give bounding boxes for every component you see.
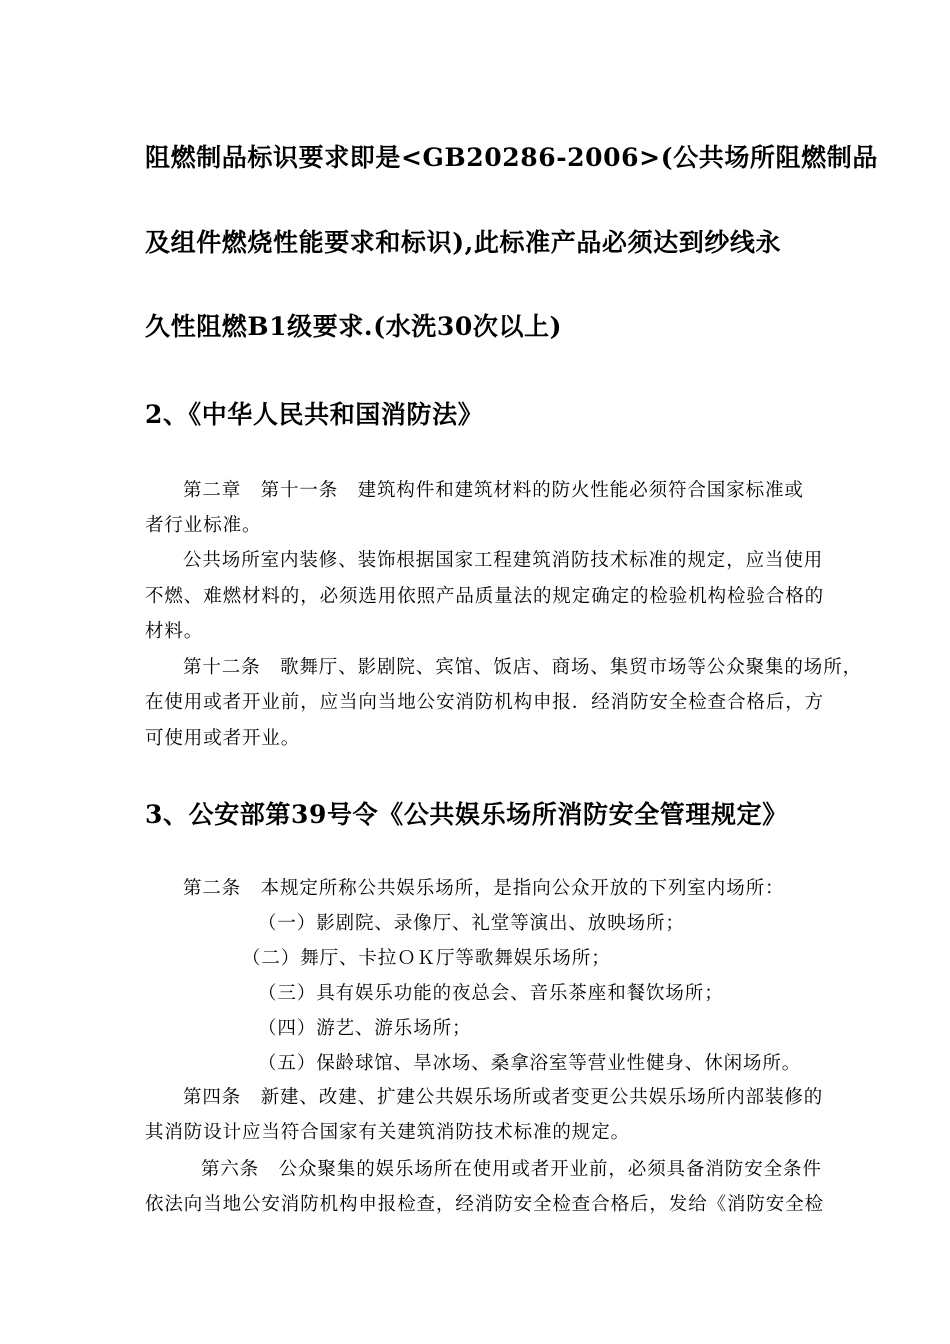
intro-line-1: 阻燃制品标识要求即是<GB20286-2006>(公共场所阻燃制品	[145, 143, 878, 172]
section-3-line: （一）影剧院、录像厅、礼堂等演出、放映场所；	[258, 914, 685, 934]
section-2-line: 在使用或者开业前，应当向当地公安消防机构申报．经消防安全检查合格后，方	[145, 693, 825, 713]
section-2-line: 公共场所室内装修、装饰根据国家工程建筑消防技术标准的规定，应当使用	[183, 551, 824, 571]
section-2-heading: 2、《中华人民共和国消防法》	[145, 400, 484, 429]
section-2-line: 可使用或者开业。	[145, 729, 301, 749]
section-3-line: （三）具有娱乐功能的夜总会、音乐茶座和餐饮场所；	[258, 984, 724, 1004]
section-3-line: 其消防设计应当符合国家有关建筑消防技术标准的规定。	[145, 1123, 631, 1143]
section-2-line: 者行业标准。	[145, 516, 262, 536]
section-3-line: （二）舞厅、卡拉ＯＫ厅等歌舞娱乐场所；	[242, 949, 611, 969]
section-2-line: 材料。	[145, 622, 204, 642]
section-2-line: 不燃、难燃材料的，必须选用依照产品质量法的规定确定的检验机构检验合格的	[145, 587, 825, 607]
section-3-line: 第四条 新建、改建、扩建公共娱乐场所或者变更公共娱乐场所内部装修的	[183, 1088, 824, 1108]
section-3-line: 第二条 本规定所称公共娱乐场所，是指向公众开放的下列室内场所：	[183, 879, 785, 899]
intro-line-2: 及组件燃烧性能要求和标识),此标准产品必须达到纱线永	[145, 228, 782, 257]
section-3-line: （五）保龄球馆、旱冰场、桑拿浴室等营业性健身、休闲场所。	[258, 1054, 802, 1074]
section-3-line: 第六条 公众聚集的娱乐场所在使用或者开业前，必须具备消防安全条件	[201, 1160, 822, 1180]
intro-line-3: 久性阻燃B1级要求.(水洗30次以上)	[145, 312, 563, 341]
section-2-line: 第十二条 歌舞厅、影剧院、宾馆、饭店、商场、集贸市场等公众聚集的场所，	[183, 658, 863, 678]
section-3-heading: 3、公安部第39号令《公共娱乐场所消防安全管理规定》	[145, 800, 788, 829]
section-3-line: 依法向当地公安消防机构申报检查，经消防安全检查合格后，发给《消防安全检	[145, 1195, 825, 1215]
section-3-line: （四）游艺、游乐场所；	[258, 1019, 472, 1039]
section-2-line: 第二章 第十一条 建筑构件和建筑材料的防火性能必须符合国家标准或	[183, 481, 804, 501]
